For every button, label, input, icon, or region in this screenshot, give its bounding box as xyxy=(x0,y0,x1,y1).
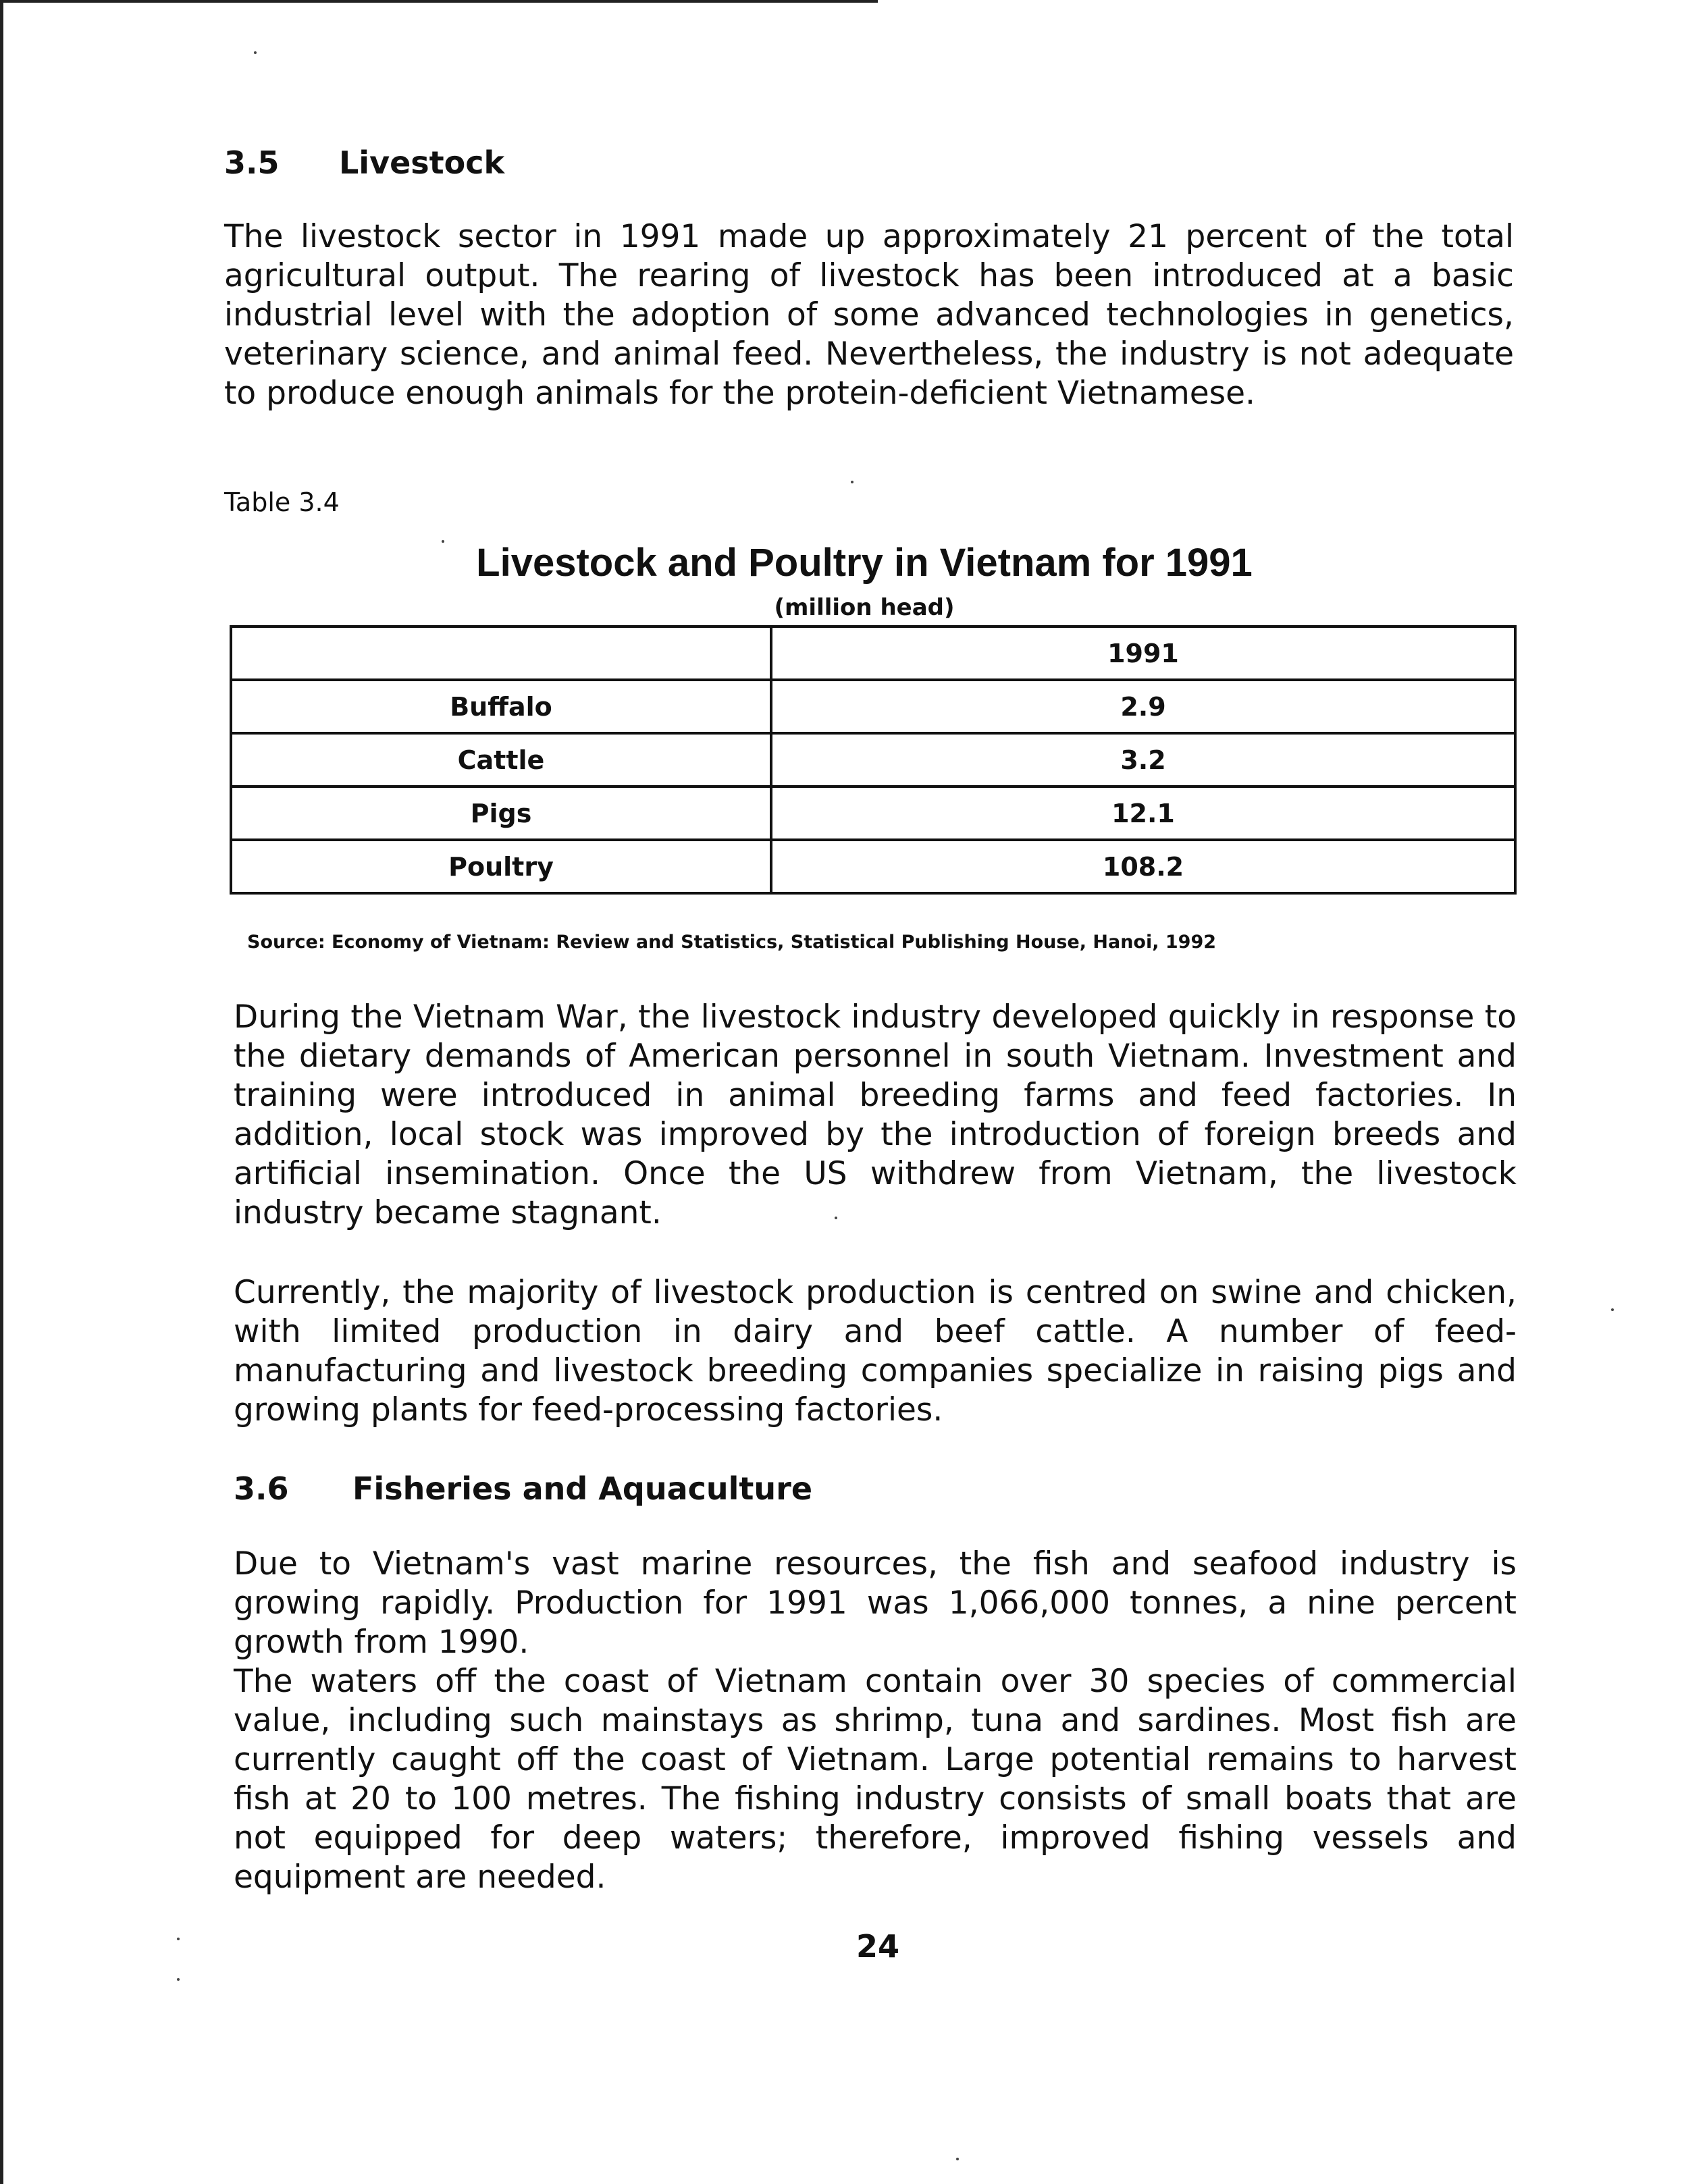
fisheries-paragraphs xyxy=(234,1545,1517,1897)
scan-top-edge xyxy=(0,0,878,3)
section-heading-fisheries xyxy=(234,1470,812,1507)
table-header-cell: 1991 xyxy=(771,627,1515,680)
section-heading-livestock xyxy=(224,144,504,181)
section-number: 3.6 xyxy=(234,1470,289,1507)
table-title: Livestock and Poultry in Vietnam for 1991 xyxy=(476,541,1253,585)
row-value: 3.2 xyxy=(771,733,1515,787)
row-value: 108.2 xyxy=(771,840,1515,893)
table-row xyxy=(231,787,1515,840)
livestock-table xyxy=(230,625,1517,895)
current-paragraph xyxy=(234,1273,1517,1430)
table-source-note: Source: Economy of Vietnam: Review and Statistics, Statistical Publishing House, Hanoi, 1992 xyxy=(247,932,1217,953)
table-unit: (million head) xyxy=(774,594,955,621)
paragraph-text: During the Vietnam War, the livestock industry developed quickly in response to the dietary demands of American personnel in south Vietnam. Investment and training were introduced in animal breeding farms and feed factories. In addition, local stock was improved by the introduction of foreign breeds and artificial insemination. Once the US withdrew from Vietnam, the livestock industry became stagnant. xyxy=(234,998,1517,1231)
table-header-row xyxy=(231,627,1515,680)
table-row xyxy=(231,840,1515,893)
table-header-cell xyxy=(231,627,771,680)
paragraph-text: The waters off the coast of Vietnam contain over 30 species of commercial value, including such mainstays as shrimp, tuna and sardines. Most fish are currently caught off the coast of Vietnam. Large potential remains to harvest fish at 20 to 100 metres. The fishing industry consists of small boats that are not equipped for deep waters; therefore, improved fishing vessels and equipment are needed. xyxy=(234,1663,1517,1896)
scan-speck xyxy=(177,1978,180,1981)
scan-speck xyxy=(956,2158,959,2160)
paragraph-text: Due to Vietnam's vast marine resources, the fish and seafood industry is growing rapidly. Production for 1991 was 1,066,000 tonnes, a nine percent growth from 1990. xyxy=(234,1545,1517,1661)
table-label: Table 3.4 xyxy=(224,487,340,517)
paragraph-text: Currently, the majority of livestock production is centred on swine and chicken, with limited production in dairy and beef cattle. A number of feed-manufacturing and livestock breeding companies specialize in raising pigs and growing plants for feed-processing factories. xyxy=(234,1274,1517,1429)
scan-speck xyxy=(851,481,854,483)
row-label: Poultry xyxy=(231,840,771,893)
row-label: Buffalo xyxy=(231,680,771,733)
scan-speck xyxy=(1611,1308,1614,1311)
war-paragraph xyxy=(234,998,1517,1233)
scan-speck xyxy=(254,51,257,54)
row-label: Cattle xyxy=(231,733,771,787)
row-value: 2.9 xyxy=(771,680,1515,733)
table-row xyxy=(231,733,1515,787)
table-row xyxy=(231,680,1515,733)
scan-speck xyxy=(442,540,444,543)
paragraph-text: The livestock sector in 1991 made up approximately 21 percent of the total agricultural output. The rearing of livestock has been introduced at a basic industrial level with the adoption of some advanced technologies in genetics, veterinary science, and animal feed. Nevertheless, the industry is not adequate to produce enough animals for the protein-deficient Vietnamese. xyxy=(224,218,1514,412)
scan-left-edge xyxy=(0,0,3,2184)
row-label: Pigs xyxy=(231,787,771,840)
section-title: Livestock xyxy=(339,144,505,181)
scan-speck xyxy=(835,1217,837,1219)
page-number: 24 xyxy=(856,1928,899,1965)
row-value: 12.1 xyxy=(771,787,1515,840)
section-title: Fisheries and Aquaculture xyxy=(352,1470,813,1507)
section-number: 3.5 xyxy=(224,144,280,181)
scan-speck xyxy=(177,1938,180,1940)
livestock-intro-paragraph xyxy=(224,217,1514,413)
